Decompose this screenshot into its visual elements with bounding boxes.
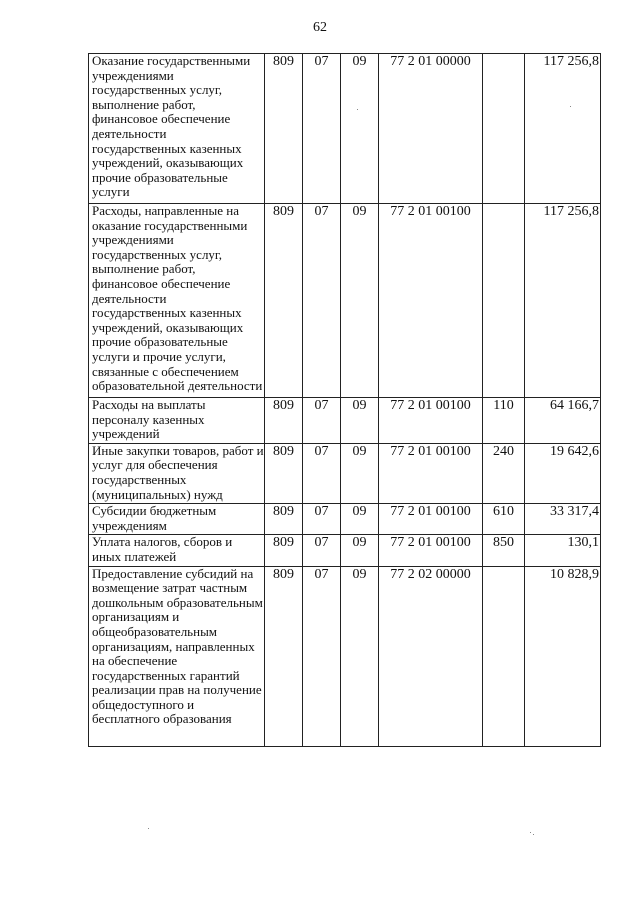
expense-name: Расходы на выплаты персоналу казенных учреждений — [89, 398, 265, 444]
target-article-code: 77 2 01 00100 — [379, 443, 483, 503]
ministry-code: 809 — [265, 504, 303, 535]
expense-type-code — [483, 566, 525, 746]
amount: 117 256,8 — [525, 204, 601, 398]
expense-name: Уплата налогов, сборов и иных платежей — [89, 535, 265, 566]
expense-type-code — [483, 204, 525, 398]
scan-speck — [357, 109, 358, 110]
section-code: 07 — [303, 204, 341, 398]
ministry-code: 809 — [265, 54, 303, 204]
expense-name: Предоставление субсидий на возмещение затрат частным дошкольным образовательным организациям и общеобразовательным организациям, направленных на обеспечение государственных гарантий реализации прав на получение общедоступного и бесплатного образования — [89, 566, 265, 746]
subsection-code: 09 — [341, 443, 379, 503]
ministry-code: 809 — [265, 566, 303, 746]
expense-type-code: 610 — [483, 504, 525, 535]
target-article-code: 77 2 01 00100 — [379, 204, 483, 398]
ministry-code: 809 — [265, 204, 303, 398]
target-article-code: 77 2 02 00000 — [379, 566, 483, 746]
table-row — [89, 54, 601, 204]
section-code: 07 — [303, 535, 341, 566]
table-row — [89, 398, 601, 444]
target-article-code: 77 2 01 00100 — [379, 504, 483, 535]
scan-speck — [530, 832, 531, 833]
subsection-code: 09 — [341, 535, 379, 566]
ministry-code: 809 — [265, 398, 303, 444]
subsection-code: 09 — [341, 54, 379, 204]
expense-type-code: 110 — [483, 398, 525, 444]
scan-speck — [570, 106, 571, 107]
amount: 117 256,8 — [525, 54, 601, 204]
expense-name: Субсидии бюджетным учреждениям — [89, 504, 265, 535]
amount: 10 828,9 — [525, 566, 601, 746]
subsection-code: 09 — [341, 204, 379, 398]
amount: 130,1 — [525, 535, 601, 566]
ministry-code: 809 — [265, 443, 303, 503]
expense-name: Иные закупки товаров, работ и услуг для обеспечения государственных (муниципальных) нужд — [89, 443, 265, 503]
expense-type-code: 850 — [483, 535, 525, 566]
page-number: 62 — [313, 20, 327, 35]
table-row — [89, 535, 601, 566]
section-code: 07 — [303, 504, 341, 535]
section-code: 07 — [303, 398, 341, 444]
amount: 64 166,7 — [525, 398, 601, 444]
amount: 33 317,4 — [525, 504, 601, 535]
scan-speck — [148, 828, 149, 829]
scan-speck — [533, 834, 534, 835]
expense-name: Оказание государственными учреждениями государственных услуг, выполнение работ, финансовое обеспечение деятельности государственных казенных учреждений, оказывающих прочие образовательные услуги — [89, 54, 265, 204]
table-row — [89, 443, 601, 503]
subsection-code: 09 — [341, 398, 379, 444]
subsection-code: 09 — [341, 566, 379, 746]
target-article-code: 77 2 01 00100 — [379, 398, 483, 444]
table-row — [89, 504, 601, 535]
section-code: 07 — [303, 443, 341, 503]
target-article-code: 77 2 01 00100 — [379, 535, 483, 566]
table-row — [89, 204, 601, 398]
target-article-code: 77 2 01 00000 — [379, 54, 483, 204]
expense-type-code: 240 — [483, 443, 525, 503]
ministry-code: 809 — [265, 535, 303, 566]
section-code: 07 — [303, 54, 341, 204]
amount: 19 642,6 — [525, 443, 601, 503]
expense-type-code — [483, 54, 525, 204]
section-code: 07 — [303, 566, 341, 746]
expense-name: Расходы, направленные на оказание государственными учреждениями государственных услуг, выполнение работ, финансовое обеспечение деятельности государственных казенных учреждений, оказывающих прочие образовательные услуги и прочие услуги, связанные с обеспечением образовательной деятельности — [89, 204, 265, 398]
subsection-code: 09 — [341, 504, 379, 535]
table-row — [89, 566, 601, 746]
budget-table — [88, 53, 601, 747]
